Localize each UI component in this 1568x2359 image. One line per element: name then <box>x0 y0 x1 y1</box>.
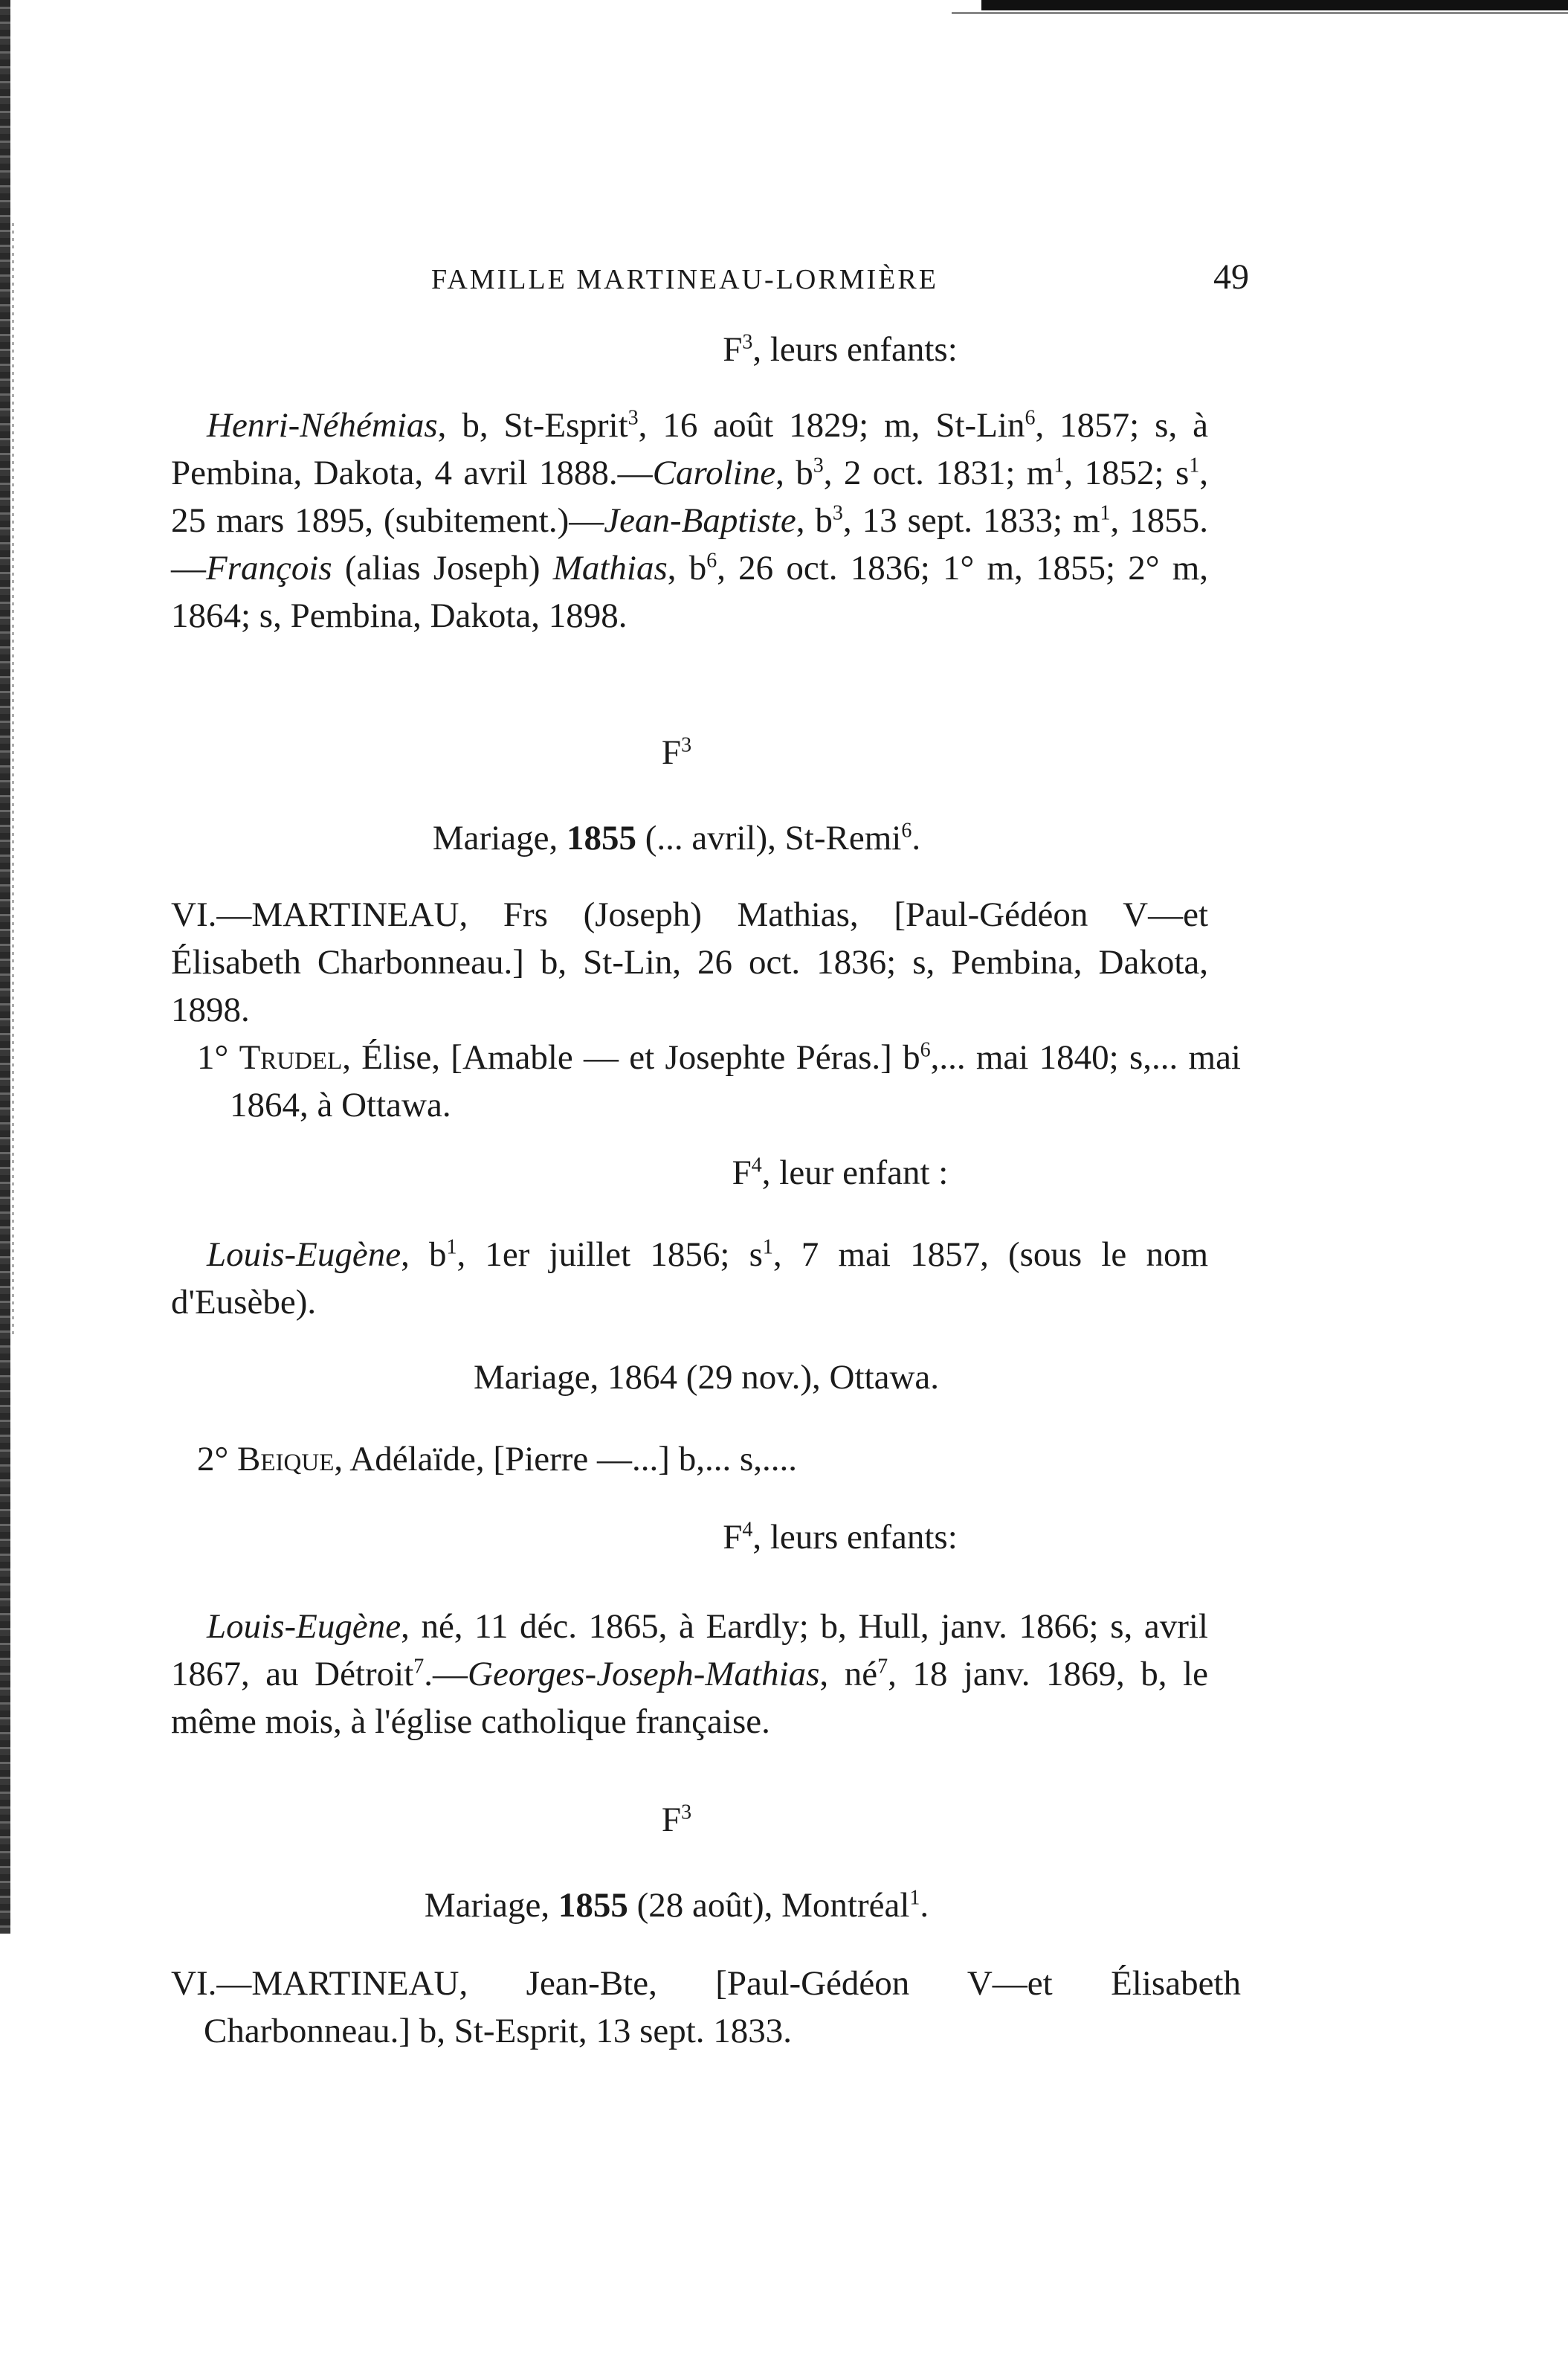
children-paragraph-1 <box>171 402 1208 640</box>
heading-sup: 4 <box>751 1153 762 1177</box>
marriage-end: . <box>920 1886 929 1925</box>
heading-sup: 4 <box>742 1518 753 1542</box>
entry-vi-jean-bte <box>171 1960 1241 2055</box>
child-name: Mathias <box>552 549 668 588</box>
text-run: , 2 oct. 1831; m <box>823 454 1054 492</box>
page-number: 49 <box>1213 257 1249 297</box>
text-run: , 26 oct. 1836; 1° m, 1855; 2° m, 1864; s, Pembina, Dakota, 1898. <box>171 549 1209 635</box>
text-sup: 1 <box>1189 454 1200 477</box>
marriage-line-1855-avril <box>297 814 1056 862</box>
text-run: , b <box>667 549 707 588</box>
text-run: , 25 mars 1895, (subitement.)— <box>171 454 1209 540</box>
section-heading-f3-children <box>431 326 1249 373</box>
generation-sup: 3 <box>681 733 692 757</box>
text-run: , 13 sept. 1833; m <box>842 501 1100 540</box>
text-run: , b <box>401 1235 447 1274</box>
marriage-prefix: Mariage, <box>432 819 567 857</box>
heading-f: F <box>723 1518 743 1557</box>
generation-sup: 3 <box>681 1800 692 1824</box>
spouse-2-beique <box>197 1435 1208 1483</box>
marriage-end: . <box>912 819 921 857</box>
text-sup: 6 <box>706 549 717 573</box>
spouse-surname: Trudel <box>239 1038 343 1077</box>
spouse-sup: 6 <box>920 1038 931 1062</box>
child-name: Henri-Néhémias <box>207 406 438 445</box>
entry-vi-mathias <box>171 891 1208 1034</box>
heading-rest: , leurs enfants: <box>752 1518 958 1557</box>
marriage-rest: (... avril), St-Remi <box>636 819 902 857</box>
spouse-1-trudel <box>197 1034 1241 1129</box>
text-run: , 1er juillet 1856; s <box>456 1235 763 1274</box>
generation-label-f3-second <box>394 1796 959 1844</box>
text-sup: 1 <box>762 1235 773 1259</box>
text-run: , né, 11 déc. 1865, à Eardly; b, Hull, janv. 1866; s, avril 1867, au Détroit <box>171 1607 1208 1693</box>
section-heading-f4-children <box>431 1513 1249 1561</box>
section-heading-f4-child <box>431 1149 1249 1197</box>
generation-f: F <box>661 1800 682 1839</box>
heading-f: F <box>723 330 743 369</box>
spouse-text: , Élise, [Amable — et Josephte Péras.] b <box>342 1038 920 1077</box>
heading-sup: 3 <box>742 330 753 354</box>
marriage-rest: (28 août), Montréal <box>627 1886 910 1925</box>
text-run: (alias Joseph) <box>332 549 553 588</box>
marriage-line-1855-aout <box>297 1882 1056 1929</box>
child-name: Caroline <box>652 454 776 492</box>
marriage-sup: 1 <box>909 1886 920 1910</box>
text-sup: 1 <box>1054 454 1065 477</box>
entry-text: VI.—MARTINEAU, Jean-Bte, [Paul-Gédéon V—et Élisabeth Charbonneau.] b, St-Esprit, 13 sept. 1833. <box>171 1964 1241 2050</box>
text-run: , 1857; s, à Pembina, Dakota, 4 avril 1888.— <box>171 406 1208 492</box>
text-run: , b <box>796 501 833 540</box>
marriage-text: Mariage, 1864 (29 nov.), Ottawa. <box>473 1358 940 1397</box>
text-sup: 6 <box>1025 406 1036 430</box>
text-sup: 3 <box>813 454 824 477</box>
generation-label-f3 <box>394 729 959 776</box>
child-louis-eugene-1 <box>171 1231 1208 1326</box>
heading-rest: , leur enfant : <box>761 1153 949 1192</box>
heading-rest: , leurs enfants: <box>752 330 958 369</box>
text-sup: 3 <box>627 406 639 430</box>
text-run: , 16 août 1829; m, St-Lin <box>638 406 1025 445</box>
marriage-prefix: Mariage, <box>424 1886 558 1925</box>
text-sup: 1 <box>446 1235 457 1259</box>
running-head: FAMILLE MARTINEAU-LORMIÈRE <box>431 264 938 295</box>
page-header <box>431 257 1249 297</box>
spouse-text: , Adélaïde, [Pierre —...] b,... s,.... <box>334 1440 797 1478</box>
child-name: Georges-Joseph-Mathias <box>468 1655 820 1693</box>
marriage-sup: 6 <box>901 819 912 843</box>
text-sup: 3 <box>832 501 843 525</box>
text-run: , 1855.— <box>171 501 1208 588</box>
text-run: , 1852; s <box>1064 454 1190 492</box>
spouse-ordinal: 2° <box>197 1440 238 1478</box>
spouse-text: ,... mai 1840; s,... mai 1864, à Ottawa. <box>230 1038 1241 1124</box>
text-run: , 18 janv. 1869, b, le même mois, à l'église catholique française. <box>171 1655 1208 1741</box>
text-run: , 7 mai 1857, (sous le nom d'Eusèbe). <box>171 1235 1208 1322</box>
child-name: Jean-Baptiste <box>604 501 796 540</box>
generation-f: F <box>661 733 682 772</box>
child-name: Louis-Eugène <box>207 1235 401 1274</box>
text-sup: 7 <box>413 1655 425 1679</box>
text-run: , b, St-Esprit <box>437 406 628 445</box>
marriage-line-1864 <box>312 1354 1100 1401</box>
heading-f: F <box>732 1153 752 1192</box>
child-name: François <box>206 549 332 588</box>
marriage-year: 1855 <box>566 819 636 857</box>
text-run: , b <box>775 454 813 492</box>
spouse-surname: Beique <box>237 1440 335 1478</box>
text-sup: 1 <box>1100 501 1111 525</box>
children-paragraph-2 <box>171 1603 1208 1745</box>
text-run: , né <box>819 1655 878 1693</box>
child-name: Louis-Eugène <box>207 1607 401 1646</box>
text-run: .— <box>424 1655 468 1693</box>
text-sup: 7 <box>877 1655 888 1679</box>
entry-text: VI.—MARTINEAU, Frs (Joseph) Mathias, [Paul-Gédéon V—et Élisabeth Charbonneau.] b, St-Lin, 26 oct. 1836; s, Pembina, Dakota, 1898. <box>171 895 1208 1029</box>
marriage-year: 1855 <box>558 1886 628 1925</box>
spouse-ordinal: 1° <box>197 1038 239 1077</box>
